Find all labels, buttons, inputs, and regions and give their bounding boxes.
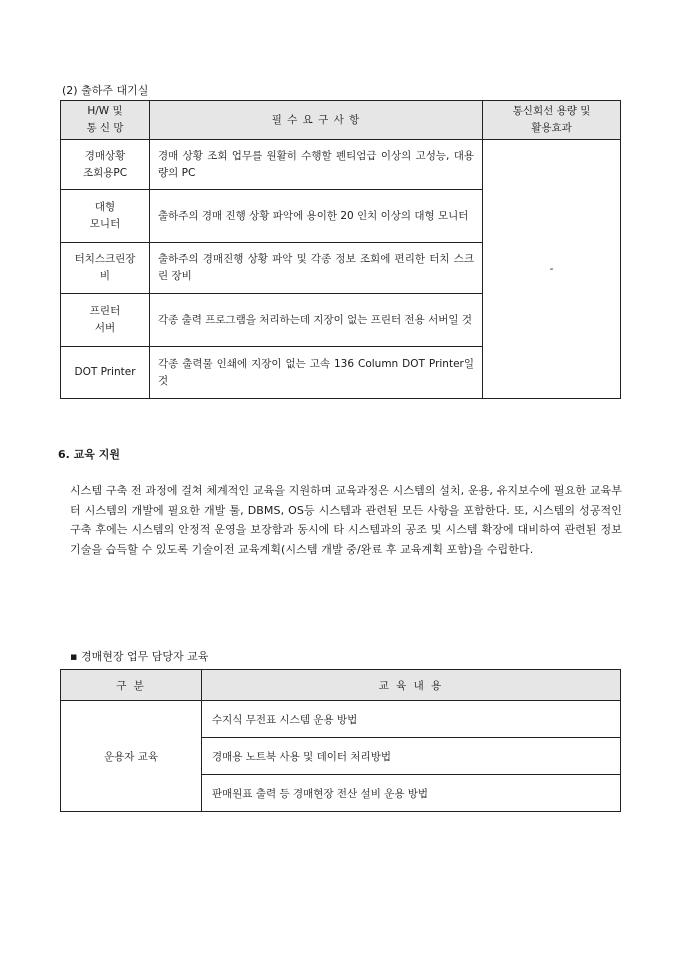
header-requirements: 필 수 요 구 사 항 [150, 101, 483, 140]
header-hw: H/W 및 통 신 망 [61, 101, 150, 140]
hardware-requirements-table [60, 100, 621, 399]
table-row [61, 701, 621, 738]
table-header-row [61, 670, 621, 701]
bullet-heading: ▪ 경매현장 업무 담당자 교육 [70, 650, 209, 663]
education-item: 판매원표 출력 등 경매현장 전산 설비 운용 방법 [202, 775, 621, 812]
row-label: DOT Printer [61, 347, 150, 399]
row-label: 대형 모니터 [61, 190, 150, 243]
row-label: 터치스크린장 비 [61, 243, 150, 294]
row-desc: 경매 상황 조회 업무를 원활히 수행할 펜티엄급 이상의 고성능, 대용량의 PC [150, 140, 483, 190]
section-body: 시스템 구축 전 과정에 걸쳐 체계적인 교육을 지원하며 교육과정은 시스템의 설치, 운용, 유지보수에 필요한 교육부터 시스템의 개발에 필요한 개발 툴, DBMS, OS등 시스템과 관련된 모든 사항을 포함한다. 또, 시스템의 성공적인 구축 후에는 시스템의 안정적 운영을 보장함과 동시에 타 시스템과의 공조 및 시스템 확장에 대비하여 관련된 정보기술을 습득할 수 있도록 기술이전 교육계획(시스템 개발 중/완료 후 교육계획 포함)을 수립한다. [70, 484, 622, 556]
row-desc: 각종 출력물 인쇄에 지장이 없는 고속 136 Column DOT Printer일 것 [150, 347, 483, 399]
group-label: 운용자 교육 [61, 701, 202, 812]
section-caption: (2) 출하주 대기실 [62, 84, 149, 97]
education-item: 수지식 무전표 시스템 운용 방법 [202, 701, 621, 738]
header-content: 교 육 내 용 [202, 670, 621, 701]
row-desc: 출하주의 경매진행 상황 파악 및 각종 정보 조회에 편리한 터치 스크린 장비 [150, 243, 483, 294]
header-capacity: 통신회선 용량 및 활용효과 [483, 101, 621, 140]
row-label: 프린터 서버 [61, 294, 150, 347]
education-item: 경매용 노트북 사용 및 데이터 처리방법 [202, 738, 621, 775]
row-desc: 각종 출력 프로그램을 처리하는데 지장이 없는 프린터 전용 서버일 것 [150, 294, 483, 347]
table-header-row [61, 101, 621, 140]
row-label: 경매상황 조회용PC [61, 140, 150, 190]
row-desc: 출하주의 경매 진행 상황 파악에 용이한 20 인치 이상의 대형 모니터 [150, 190, 483, 243]
section-title: 6. 교육 지원 [58, 448, 120, 461]
education-table [60, 669, 621, 812]
header-category: 구 분 [61, 670, 202, 701]
table-row [61, 140, 621, 190]
capacity-effect-cell: - [483, 140, 621, 399]
